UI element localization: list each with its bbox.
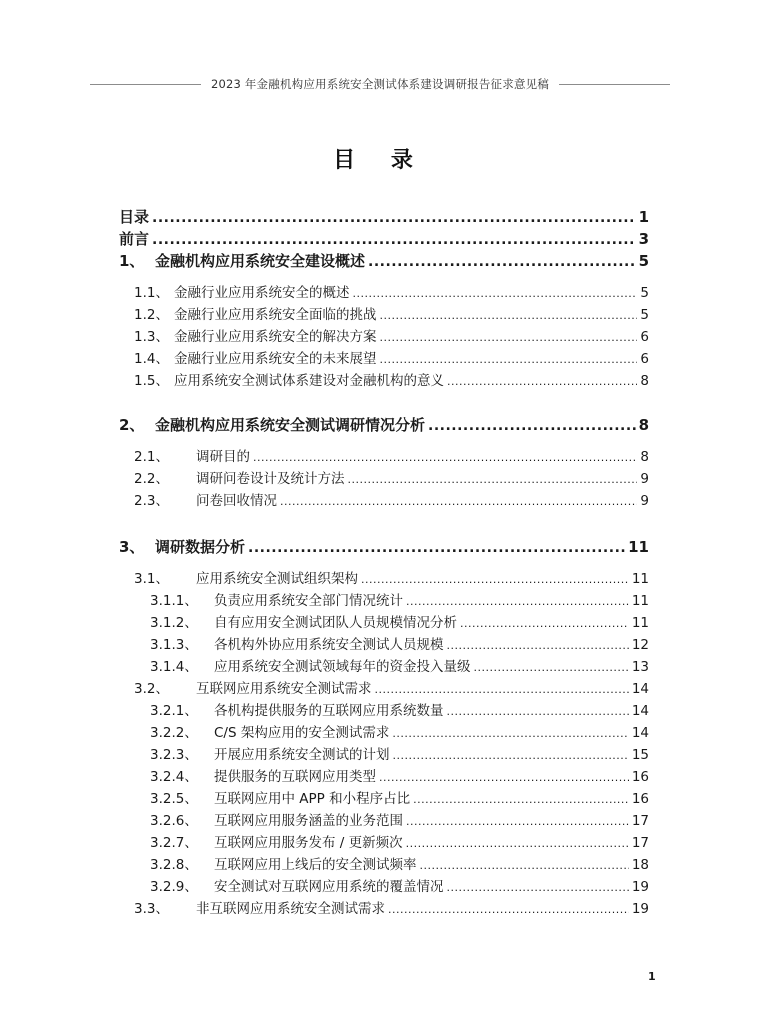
toc-entry[interactable] xyxy=(119,810,649,832)
toc-number: 3.1.2、 xyxy=(150,615,198,631)
toc-title: 提供服务的互联网应用类型 xyxy=(214,769,376,785)
toc-entry[interactable] xyxy=(119,282,649,304)
toc-page: 17 xyxy=(631,835,649,851)
toc-title: 应用系统安全测试体系建设对金融机构的意义 xyxy=(174,373,444,389)
toc-number: 3、 xyxy=(119,538,145,556)
toc-number: 3.3、 xyxy=(134,901,169,917)
toc-title: 目录 xyxy=(119,208,150,226)
toc-number: 3.2.5、 xyxy=(150,791,198,807)
toc-page: 14 xyxy=(631,703,649,719)
toc-title: 金融机构应用系统安全测试调研情况分析 xyxy=(155,416,426,434)
toc-number: 2.1、 xyxy=(134,449,169,465)
toc-title: 金融行业应用系统安全的未来展望 xyxy=(174,351,377,367)
dot-leader xyxy=(152,207,636,228)
header-text: 2023 年金融机构应用系统安全测试体系建设调研报告征求意见稿 xyxy=(210,77,550,91)
toc-number: 1.5、 xyxy=(134,373,169,389)
toc-entry-preface[interactable] xyxy=(119,228,649,250)
dot-leader xyxy=(420,855,629,876)
toc-entry-mulu[interactable] xyxy=(119,206,649,228)
dot-leader xyxy=(392,723,628,744)
toc-number: 1.4、 xyxy=(134,351,169,367)
toc-entry[interactable] xyxy=(119,348,649,370)
toc-title: 金融行业应用系统安全面临的挑战 xyxy=(174,307,377,323)
page-title: 目 录 xyxy=(333,148,427,173)
dot-leader xyxy=(380,349,638,370)
toc-page: 14 xyxy=(631,681,649,697)
header-rule-right xyxy=(559,84,670,85)
toc-entry[interactable] xyxy=(119,854,649,876)
dot-leader xyxy=(253,447,637,468)
toc-number: 3.1.1、 xyxy=(150,593,198,609)
dot-leader xyxy=(413,789,629,810)
toc-title: 非互联网应用系统安全测试需求 xyxy=(196,901,385,917)
toc-number: 3.2.2、 xyxy=(150,725,198,741)
toc-page: 6 xyxy=(640,329,649,345)
dot-leader xyxy=(280,491,637,512)
toc-entry[interactable] xyxy=(119,700,649,722)
dot-leader xyxy=(361,569,629,590)
toc-title: 应用系统安全测试组织架构 xyxy=(196,571,358,587)
toc-page: 17 xyxy=(631,813,649,829)
dot-leader xyxy=(380,327,638,348)
toc-number: 3.2.9、 xyxy=(150,879,198,895)
toc-number: 3.2.4、 xyxy=(150,769,198,785)
toc-page: 8 xyxy=(640,373,649,389)
toc-page: 12 xyxy=(631,637,649,653)
toc-entry[interactable] xyxy=(119,634,649,656)
dot-leader xyxy=(348,469,638,490)
toc-title: 调研问卷设计及统计方法 xyxy=(196,471,345,487)
dot-leader xyxy=(368,251,636,272)
toc-title: 金融机构应用系统安全建设概述 xyxy=(155,252,366,270)
toc-page: 11 xyxy=(628,538,649,556)
toc-number: 1.1、 xyxy=(134,285,169,301)
toc-number: 3.1.3、 xyxy=(150,637,198,653)
dot-leader xyxy=(406,591,629,612)
toc-title: 金融行业应用系统安全的解决方案 xyxy=(174,329,377,345)
toc-number: 2.2、 xyxy=(134,471,169,487)
toc-title: 互联网应用服务发布 / 更新频次 xyxy=(214,835,403,851)
dot-leader xyxy=(428,415,636,436)
toc-page: 13 xyxy=(631,659,649,675)
toc-title: 安全测试对互联网应用系统的覆盖情况 xyxy=(214,879,444,895)
toc-chapter-1[interactable] xyxy=(119,250,649,272)
dot-leader xyxy=(379,767,629,788)
toc-number: 2、 xyxy=(119,416,145,434)
toc-number: 1.3、 xyxy=(134,329,169,345)
toc-number: 3.2.6、 xyxy=(150,813,198,829)
toc-title: 互联网应用服务涵盖的业务范围 xyxy=(214,813,403,829)
toc-number: 3.2、 xyxy=(134,681,169,697)
toc-page: 14 xyxy=(631,725,649,741)
toc-entry[interactable] xyxy=(119,446,649,468)
toc-page: 6 xyxy=(640,351,649,367)
toc-page: 8 xyxy=(638,416,649,434)
toc-title: 应用系统安全测试领域每年的资金投入量级 xyxy=(214,659,471,675)
dot-leader xyxy=(406,833,629,854)
toc-title: 问卷回收情况 xyxy=(196,493,277,509)
toc-title: 开展应用系统安全测试的计划 xyxy=(214,747,390,763)
toc-title: 金融行业应用系统安全的概述 xyxy=(174,285,350,301)
toc-entry[interactable] xyxy=(119,678,649,700)
toc-entry[interactable] xyxy=(119,876,649,898)
toc-entry[interactable] xyxy=(119,590,649,612)
dot-leader xyxy=(353,283,638,304)
toc-entry[interactable] xyxy=(119,304,649,326)
toc-number: 3.1.4、 xyxy=(150,659,198,675)
toc-chapter-2[interactable] xyxy=(119,414,649,436)
dot-leader xyxy=(447,701,629,722)
toc-title: 调研数据分析 xyxy=(155,538,246,556)
toc-page: 18 xyxy=(631,857,649,873)
running-header xyxy=(90,76,670,92)
dot-leader xyxy=(460,613,629,634)
toc-page: 5 xyxy=(638,252,649,270)
dot-leader xyxy=(447,877,629,898)
toc-entry[interactable] xyxy=(119,832,649,854)
toc-page: 19 xyxy=(631,879,649,895)
toc-page: 9 xyxy=(640,493,649,509)
toc-entry[interactable] xyxy=(119,370,649,392)
toc-page: 11 xyxy=(631,571,649,587)
toc-entry[interactable] xyxy=(119,898,649,920)
toc-number: 2.3、 xyxy=(134,493,169,509)
toc-page: 19 xyxy=(631,901,649,917)
toc-title: C/S 架构应用的安全测试需求 xyxy=(214,725,390,741)
toc-title: 互联网应用系统安全测试需求 xyxy=(196,681,372,697)
toc-title: 调研目的 xyxy=(196,449,250,465)
header-rule-left xyxy=(90,84,201,85)
toc-page: 16 xyxy=(631,769,649,785)
toc-entry[interactable] xyxy=(119,656,649,678)
toc-title: 互联网应用中 APP 和小程序占比 xyxy=(214,791,411,807)
toc-number: 3.2.7、 xyxy=(150,835,198,851)
toc-entry[interactable] xyxy=(119,612,649,634)
toc-page: 1 xyxy=(638,208,649,226)
dot-leader xyxy=(447,371,637,392)
toc-entry[interactable] xyxy=(119,788,649,810)
dot-leader xyxy=(152,229,636,250)
dot-leader xyxy=(388,899,629,920)
toc-number: 1、 xyxy=(119,252,145,270)
toc-entry[interactable] xyxy=(119,468,649,490)
toc-page: 5 xyxy=(640,285,649,301)
toc-entry[interactable] xyxy=(119,766,649,788)
toc-page: 8 xyxy=(640,449,649,465)
toc-title: 前言 xyxy=(119,230,150,248)
toc-page: 9 xyxy=(640,471,649,487)
toc-page: 11 xyxy=(631,593,649,609)
toc-page: 11 xyxy=(631,615,649,631)
toc-title: 自有应用安全测试团队人员规模情况分析 xyxy=(214,615,457,631)
toc-entry[interactable] xyxy=(119,490,649,512)
toc-number: 1.2、 xyxy=(134,307,169,323)
toc-page: 3 xyxy=(638,230,649,248)
toc-number: 3.2.3、 xyxy=(150,747,198,763)
dot-leader xyxy=(447,635,629,656)
dot-leader xyxy=(375,679,629,700)
toc-page: 5 xyxy=(640,307,649,323)
toc-entry[interactable] xyxy=(119,568,649,590)
dot-leader xyxy=(406,811,629,832)
dot-leader xyxy=(380,305,638,326)
toc-title: 各机构外协应用系统安全测试人员规模 xyxy=(214,637,444,653)
toc-page: 16 xyxy=(631,791,649,807)
toc-number: 3.2.8、 xyxy=(150,857,198,873)
toc-entry[interactable] xyxy=(119,744,649,766)
dot-leader xyxy=(474,657,629,678)
toc-chapter-3[interactable] xyxy=(119,536,649,558)
toc-page: 15 xyxy=(631,747,649,763)
table-of-contents xyxy=(119,206,649,920)
toc-entry[interactable] xyxy=(119,326,649,348)
toc-title: 负责应用系统安全部门情况统计 xyxy=(214,593,403,609)
toc-entry[interactable] xyxy=(119,722,649,744)
page-number: 1 xyxy=(648,970,656,983)
toc-title: 各机构提供服务的互联网应用系统数量 xyxy=(214,703,444,719)
dot-leader xyxy=(248,537,625,558)
toc-number: 3.1、 xyxy=(134,571,169,587)
dot-leader xyxy=(393,745,629,766)
toc-number: 3.2.1、 xyxy=(150,703,198,719)
toc-title: 互联网应用上线后的安全测试频率 xyxy=(214,857,417,873)
